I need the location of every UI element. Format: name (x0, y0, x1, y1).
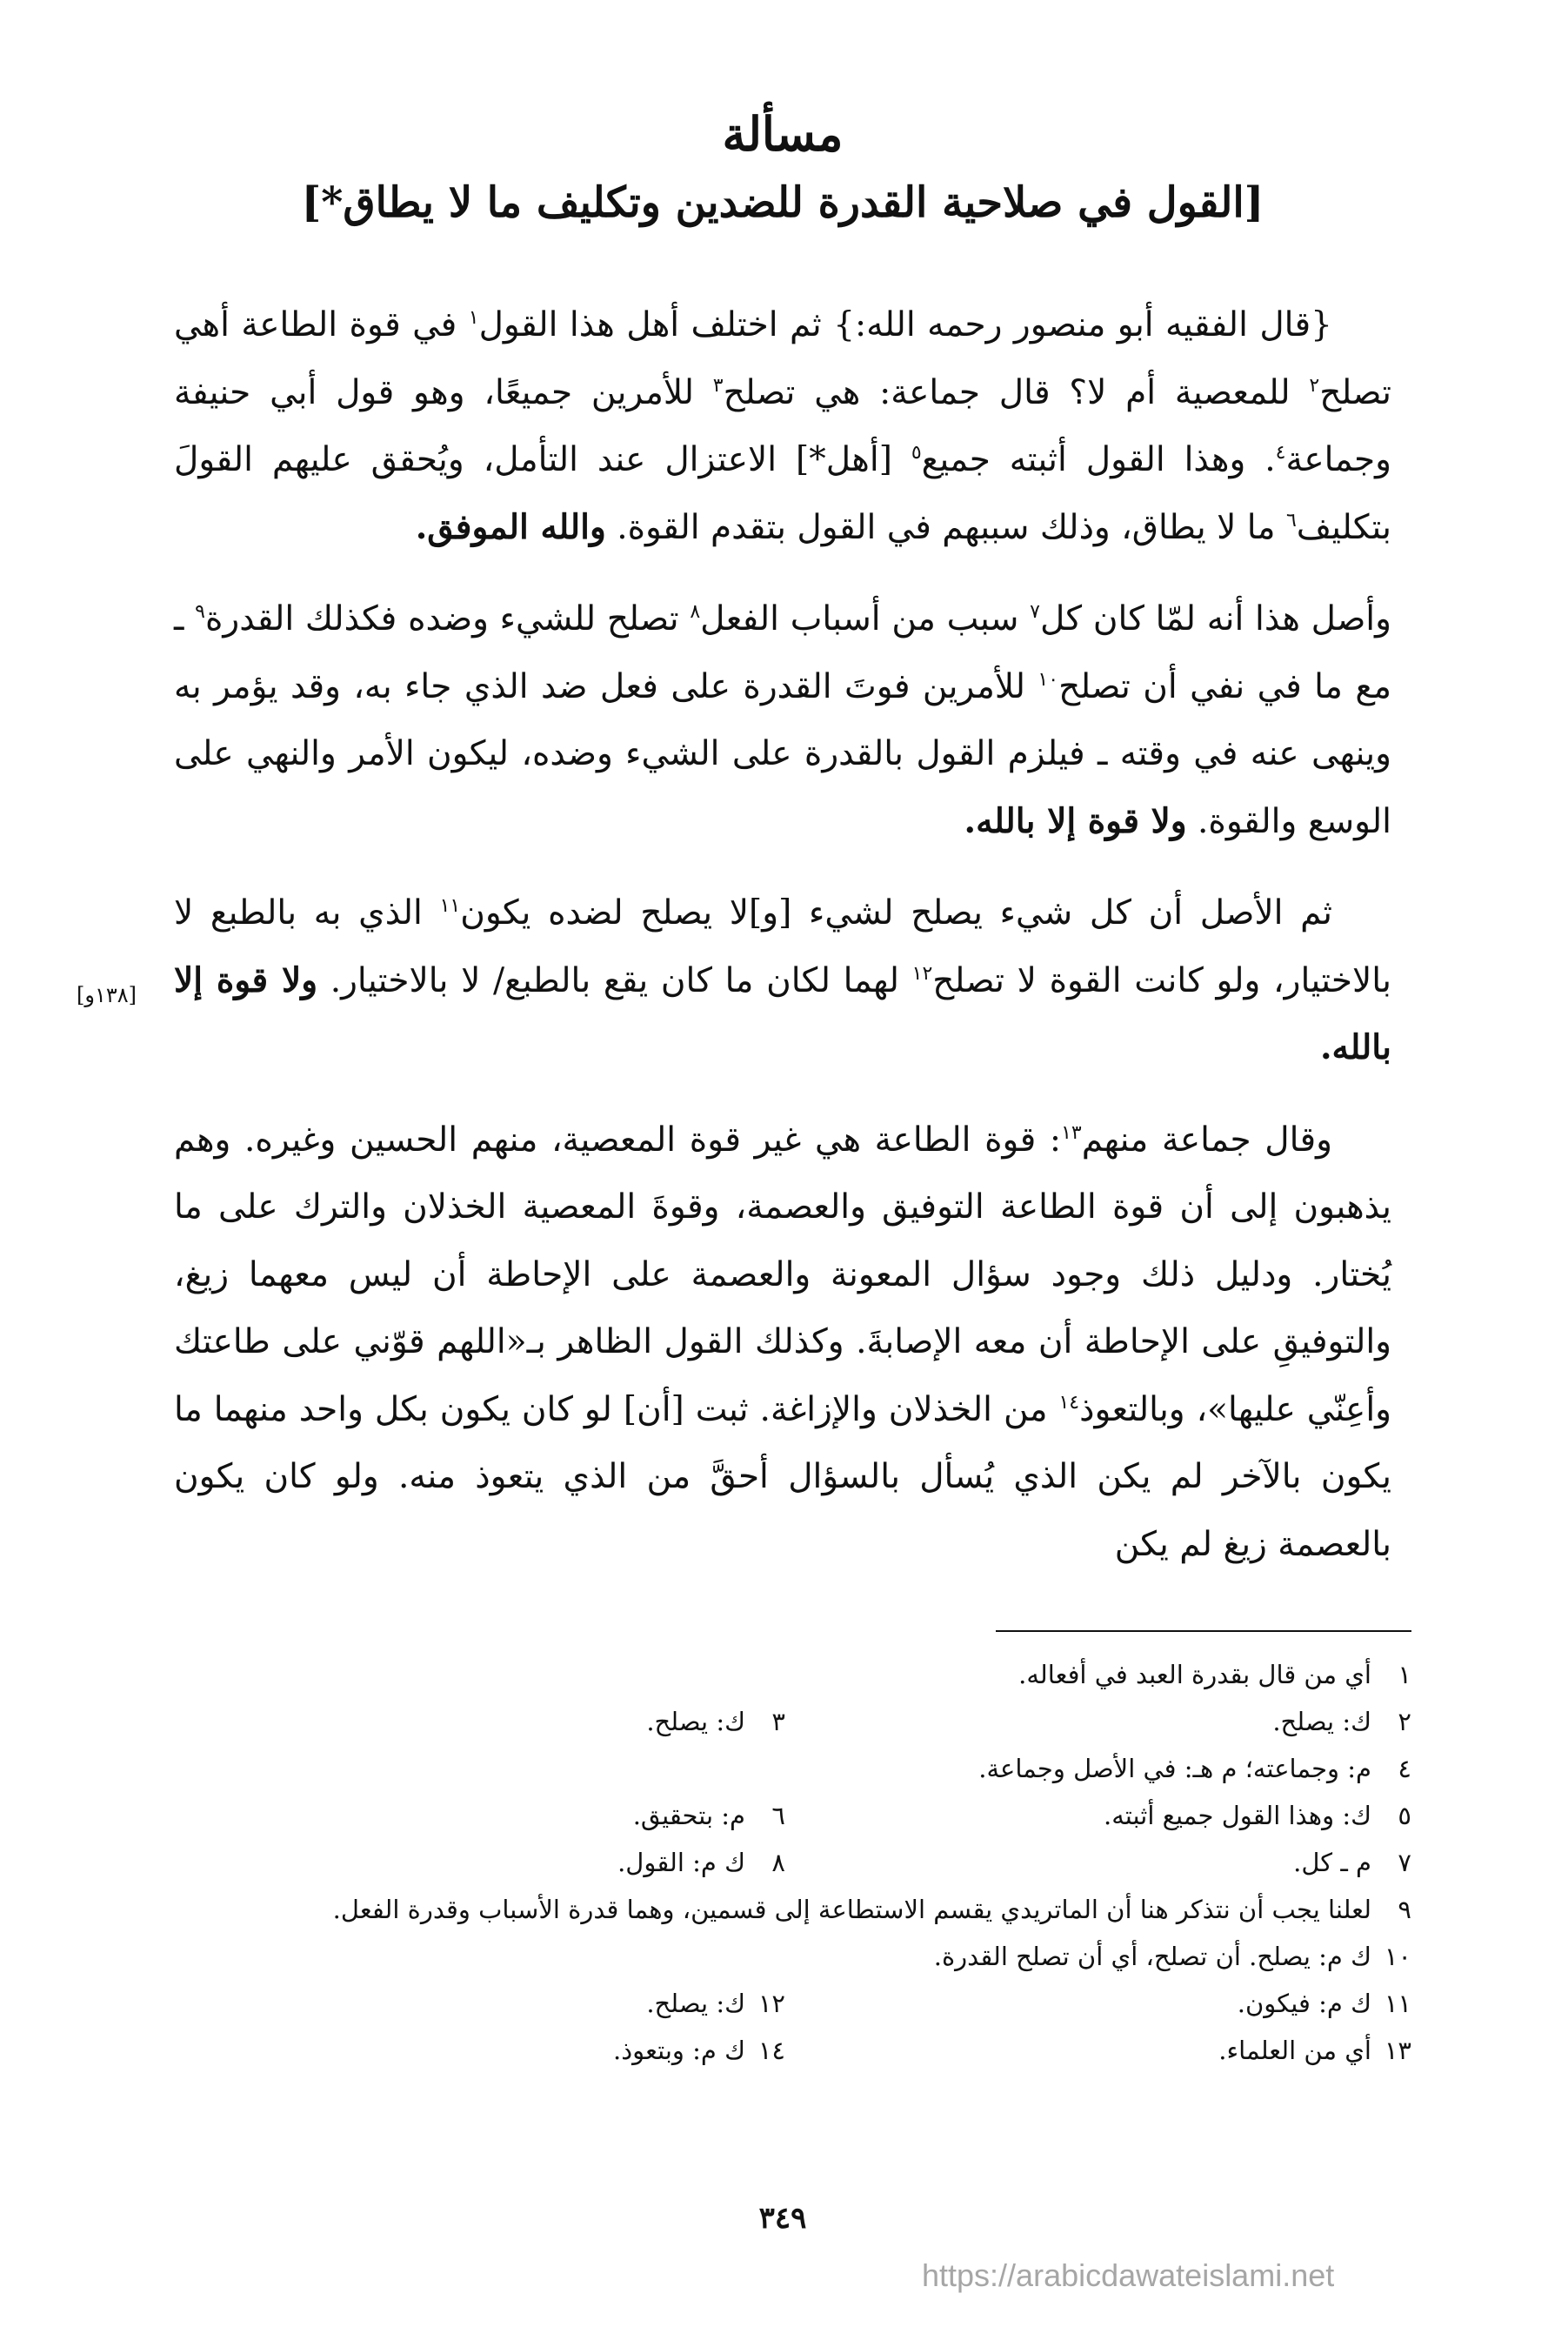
bold-phrase: ولا قوة إلا بالله. (964, 800, 1187, 841)
text-run: [أهل*] الاعتزال عند التأمل، ويُحقق عليهم القولَ بتكليف (174, 440, 1391, 547)
paragraph-4 (174, 1107, 1391, 1579)
footnote-number: ٨ (771, 1848, 785, 1877)
footnote-row (159, 1839, 1411, 1886)
footnote-ref: ١٣ (1061, 1121, 1082, 1144)
folio-margin-note: [١٣٨و] (77, 983, 137, 1007)
footnote-ref: ٦ (1285, 509, 1297, 532)
footnote (785, 1848, 1411, 1877)
text-run: للأمرين فوتَ القدرة على فعل ضد الذي جاء به، وقد يؤمر به وينهى عنه في وقته ـ فيلزم القول بالقدرة على الشيء وضده، ليكون الأمر والنهي على الوسع والقوة. (174, 666, 1391, 841)
text-run: ما لا يطاق، وذلك سببهم في القول بتقدم القوة. (605, 507, 1286, 547)
text-run: وأصل هذا أنه لمّا كان كل (1039, 599, 1391, 639)
text-run: للأمرين جميعًا، وهو قول أبي حنيفة وجماعة (174, 372, 1391, 479)
footnote (785, 2036, 1411, 2065)
footnote-number: ١٤ (757, 2036, 785, 2065)
paragraph-2 (174, 585, 1391, 855)
footnote-text: ك م: وبتعوذ. (613, 2036, 745, 2065)
footnote-number: ١١ (1384, 1989, 1411, 2018)
footnote-text: ك م: القول. (617, 1848, 745, 1877)
footnote-divider (996, 1630, 1411, 1632)
footnote-text: ك: يصلح. (1272, 1707, 1371, 1736)
footnote-number: ٧ (1398, 1848, 1411, 1877)
footnote-number: ١٠ (1384, 1942, 1411, 1971)
footnote-number: ٤ (1398, 1754, 1411, 1783)
main-text (174, 291, 1391, 1578)
footnote-text: أي من العلماء. (1218, 2036, 1371, 2065)
page-title: مسألة (722, 106, 844, 162)
footnote-row (159, 1698, 1411, 1745)
text-run: {قال الفقيه أبو منصور رحمه الله:} ثم اختلف أهل هذا القول (478, 305, 1332, 344)
footnote-number: ١ (1398, 1660, 1411, 1689)
footnote (1018, 1660, 1411, 1689)
footnote-text: م ـ كل. (1293, 1848, 1371, 1877)
footnote-row (159, 1651, 1411, 1698)
footnote-text: ك: وهذا القول جميع أثبته. (1103, 1801, 1371, 1830)
footnote (978, 1754, 1411, 1783)
footnote (633, 1801, 785, 1830)
text-run: . وهذا القول أثبته جميع (921, 440, 1276, 479)
footnote-text: ك: يصلح. (646, 1707, 745, 1736)
text-run: الذي به بالطبع لا بالاختيار، ولو كانت القوة لا تصلح (174, 893, 1391, 1000)
footnote-number: ٥ (1398, 1801, 1411, 1830)
footnotes (159, 1651, 1411, 2074)
footnote (785, 1989, 1411, 2018)
footnote-number: ٩ (1398, 1895, 1411, 1924)
footnote-ref: ٢ (1309, 374, 1320, 397)
footnote-row (159, 1933, 1411, 1980)
footnote-ref: ٣ (712, 374, 724, 397)
footnote-ref: ٧ (1030, 601, 1040, 623)
footnote (613, 2036, 785, 2065)
footnote-row (159, 1980, 1411, 2027)
footnote-ref: ٥ (911, 442, 922, 464)
footnote (333, 1895, 1411, 1924)
footnote-number: ١٣ (1384, 2036, 1411, 2065)
text-run: في قوة الطاعة أهي تصلح (174, 305, 1391, 412)
footnote-text: ك م: يصلح. أن تصلح، أي أن تصلح القدرة. (933, 1942, 1371, 1971)
footnote-ref: ١٢ (911, 962, 933, 985)
bold-phrase: والله الموفق. (415, 506, 606, 547)
text-run: : قوة الطاعة هي غير قوة المعصية، منهم الحسين وغيره. وهم يذهبون إلى أن قوة الطاعة التوفيق والعصمة، وقوةَ المعصية الخذلان والترك على ما يُختار. ودليل ذلك وجود سؤال المعونة والعصمة على الإحاطة أن ليس معهما زيغ، والتوفيقِ على الإحاطة أن معه الإصابةَ. وكذلك القول الظاهر بـ«اللهم قوّني على طاعتك وأعِنّي عليها»، وبالتعوذ (174, 1120, 1391, 1429)
footnote-ref: ٤ (1275, 442, 1286, 464)
footnote-ref: ١ (468, 307, 479, 329)
watermark-url: https://arabicdawateislami.net (922, 2257, 1335, 2293)
footnote-ref: ١٤ (1058, 1391, 1080, 1414)
footnote-ref: ٨ (690, 601, 701, 623)
footnote-ref: ١١ (439, 895, 461, 917)
footnote-ref: ١٠ (1038, 668, 1059, 691)
footnote-text: م: وجماعته؛ م هـ: في الأصل وجماعة. (978, 1754, 1371, 1783)
footnote-number: ٦ (771, 1801, 785, 1830)
footnote (785, 1801, 1411, 1830)
footnote-row (159, 2027, 1411, 2074)
footnote (785, 1707, 1411, 1736)
paragraph-3 (174, 879, 1391, 1082)
footnote-text: ك م: فيكون. (1237, 1989, 1371, 2018)
footnote (617, 1848, 785, 1877)
page-number: ٣٤٩ (758, 2201, 807, 2236)
footnote-number: ١٢ (757, 1989, 785, 2018)
footnote-text: ك: يصلح. (646, 1989, 745, 2018)
footnote-ref: ٩ (195, 601, 205, 623)
text-run: لهما لكان ما كان يقع بالطبع/ لا بالاختيار. (317, 960, 912, 1000)
footnote-row (159, 1792, 1411, 1839)
footnote-text: م: بتحقيق. (632, 1801, 745, 1830)
text-run: سبب من أسباب الفعل (700, 599, 1031, 639)
text-run: ـ مع ما في نفي أن تصلح (174, 599, 1391, 706)
bold-phrase: ولا قوة إلا بالله. (174, 960, 1391, 1067)
text-run: تصلح للشيء وضده فكذلك القدرة (205, 599, 691, 639)
footnote-text: أي من قال بقدرة العبد في أفعاله. (1018, 1660, 1371, 1689)
footnote-text: لعلنا يجب أن نتذكر هنا أن الماتريدي يقسم الاستطاعة إلى قسمين، وهما قدرة الأسباب وقدرة الفعل. (332, 1895, 1371, 1924)
footnote-row (159, 1745, 1411, 1792)
paragraph-1 (174, 291, 1391, 561)
text-run: ثم الأصل أن كل شيء يصلح لشيء [و]لا يصلح لضده يكون (460, 893, 1332, 933)
section-subtitle: [القول في صلاحية القدرة للضدين وتكليف ما لا يطاق*] (301, 178, 1264, 227)
footnote (646, 1707, 785, 1736)
footnote (934, 1942, 1411, 1971)
footnote-row (159, 1886, 1411, 1933)
footnote-number: ٣ (771, 1707, 785, 1736)
footnote-number: ٢ (1398, 1707, 1411, 1736)
text-run: للمعصية أم لا؟ قال جماعة: هي تصلح (723, 372, 1310, 412)
footnote (646, 1989, 785, 2018)
text-run: وقال جماعة منهم (1081, 1120, 1332, 1160)
text-run: من الخذلان والإزاغة. ثبت [أن] لو كان يكون بكل واحد منهما ما يكون بالآخر لم يكن الذي يُسأل بالسؤال أحقَّ من الذي يتعوذ منه. ولو كان يكون بالعصمة زيغ لم يكن (174, 1389, 1391, 1564)
